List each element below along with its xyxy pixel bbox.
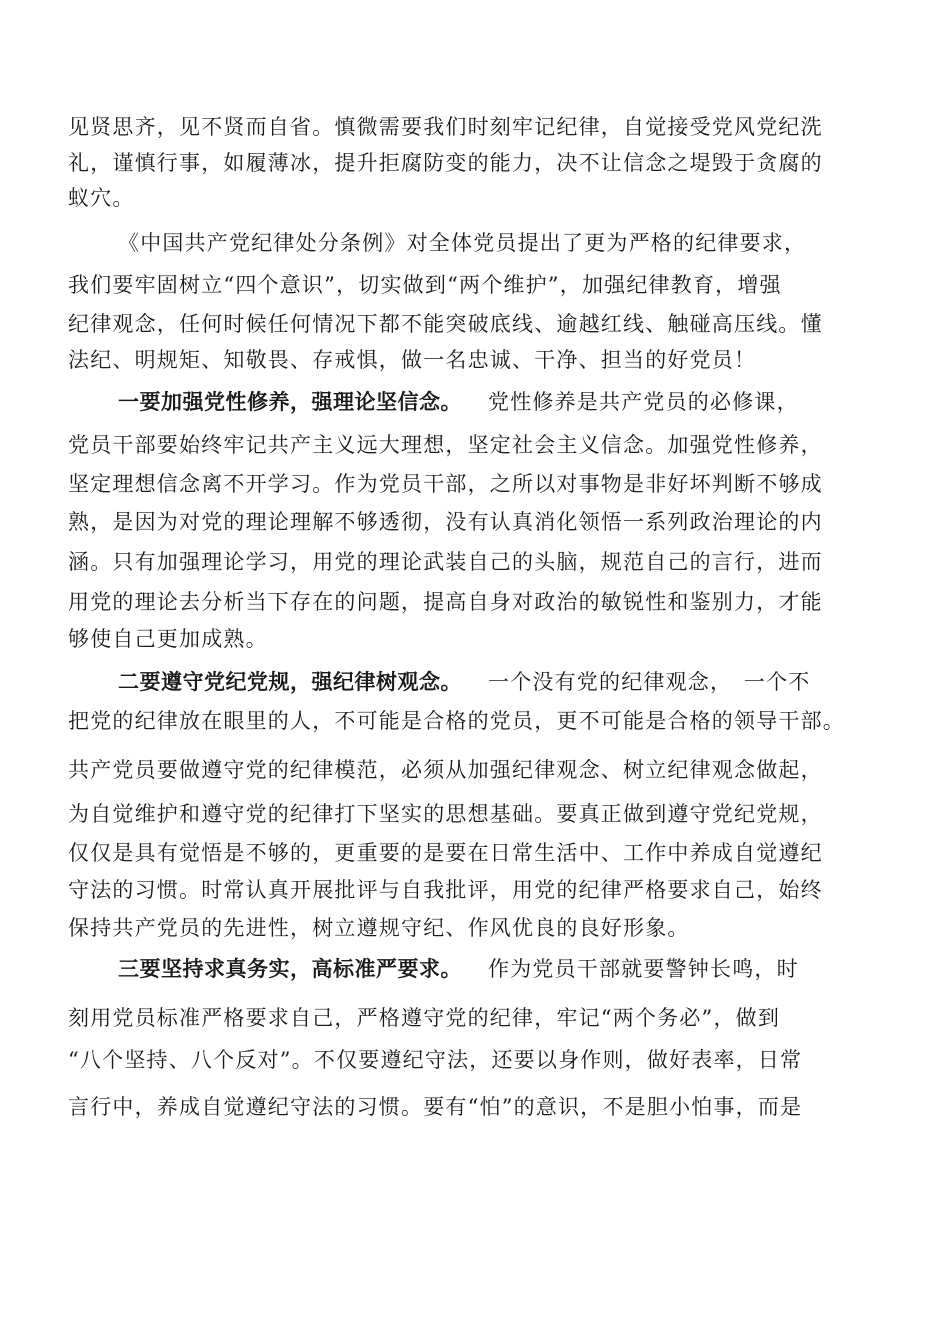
paragraph-4-line-3: 共产党员要做遵守党的纪律模范，必须从加强纪律观念、树立纪律观念做起， xyxy=(68,758,823,782)
paragraph-4-line-7: 保持共产党员的先进性，树立遵规守纪、作风优良的良好形象。 xyxy=(68,916,690,940)
paragraph-2-line-3: 纪律观念，任何时候任何情况下都不能突破底线、逾越红线、触碰高压线。懂 xyxy=(68,312,823,336)
paragraph-5-line-1-text: 作为党员干部就要警钟长鸣，时 xyxy=(488,957,799,981)
paragraph-1-line-1: 见贤思齐，见不贤而自省。慎微需要我们时刻牢记纪律，自觉接受党风党纪洗 xyxy=(68,115,823,139)
paragraph-5-line-3: “八个坚持、八个反对”。不仅要遵纪守法，还要以身作则，做好表率，日常 xyxy=(68,1048,803,1072)
paragraph-4-line-6: 守法的习惯。时常认真开展批评与自我批评，用党的纪律严格要求自己，始终 xyxy=(68,878,823,902)
paragraph-4-line-4: 为自觉维护和遵守党的纪律打下坚实的思想基础。要真正做到遵守党纪党规， xyxy=(68,802,823,826)
paragraph-3-line-1-text: 党性修养是共产党员的必修课， xyxy=(488,390,799,414)
paragraph-4-line-1 xyxy=(118,667,811,697)
paragraph-2-line-2: 我们要牢固树立“四个意识”，切实做到“两个维护”，加强纪律教育，增强 xyxy=(68,273,782,297)
paragraph-3-line-5: 涵。只有加强理论学习，用党的理论武装自己的头脑，规范自己的言行，进而 xyxy=(68,550,823,574)
paragraph-4-line-5: 仅仅是具有觉悟是不够的，更重要的是要在日常生活中、工作中养成自觉遵纪 xyxy=(68,841,823,865)
paragraph-3-line-7: 够使自己更加成熟。 xyxy=(68,627,268,651)
paragraph-1-line-2: 礼，谨慎行事，如履薄冰，提升拒腐防变的能力，决不让信念之堤毁于贪腐的 xyxy=(68,151,823,175)
paragraph-4-line-1-text: 一个没有党的纪律观念， 一个不 xyxy=(488,670,811,694)
paragraph-2-line-1: 《中国共产党纪律处分条例》对全体党员提出了更为严格的纪律要求， xyxy=(118,231,807,255)
paragraph-4-line-2: 把党的纪律放在眼里的人，不可能是合格的党员，更不可能是合格的领导干部。 xyxy=(68,709,845,733)
paragraph-3-line-6: 用党的理论去分析当下存在的问题，提高自身对政治的敏锐性和鉴别力，才能 xyxy=(68,590,823,614)
paragraph-2-line-4: 法纪、明规矩、知敬畏、存戒惧，做一名忠诚、干净、担当的好党员！ xyxy=(68,348,757,372)
section-heading-2: 二要遵守党纪党规，强纪律树观念。 xyxy=(118,670,462,694)
paragraph-1-line-3: 蚁穴。 xyxy=(68,186,135,210)
paragraph-3-line-3: 坚定理想信念离不开学习。作为党员干部，之所以对事物是非好坏判断不够成 xyxy=(68,472,823,496)
paragraph-3-line-2: 党员干部要始终牢记共产主义远大理想，坚定社会主义信念。加强党性修养， xyxy=(68,433,823,457)
section-heading-1: 一要加强党性修养，强理论坚信念。 xyxy=(118,390,462,414)
paragraph-3-line-4: 熟，是因为对党的理论理解不够透彻，没有认真消化领悟一系列政治理论的内 xyxy=(68,510,823,534)
paragraph-5-line-4: 言行中，养成自觉遵纪守法的习惯。要有“怕”的意识，不是胆小怕事，而是 xyxy=(68,1095,803,1119)
paragraph-5-line-1 xyxy=(118,954,799,984)
paragraph-3-line-1 xyxy=(118,387,799,417)
paragraph-5-line-2: 刻用党员标准严格要求自己，严格遵守党的纪律，牢记“两个务必”，做到 xyxy=(68,1006,781,1030)
section-heading-3: 三要坚持求真务实，高标准严要求。 xyxy=(118,957,462,981)
